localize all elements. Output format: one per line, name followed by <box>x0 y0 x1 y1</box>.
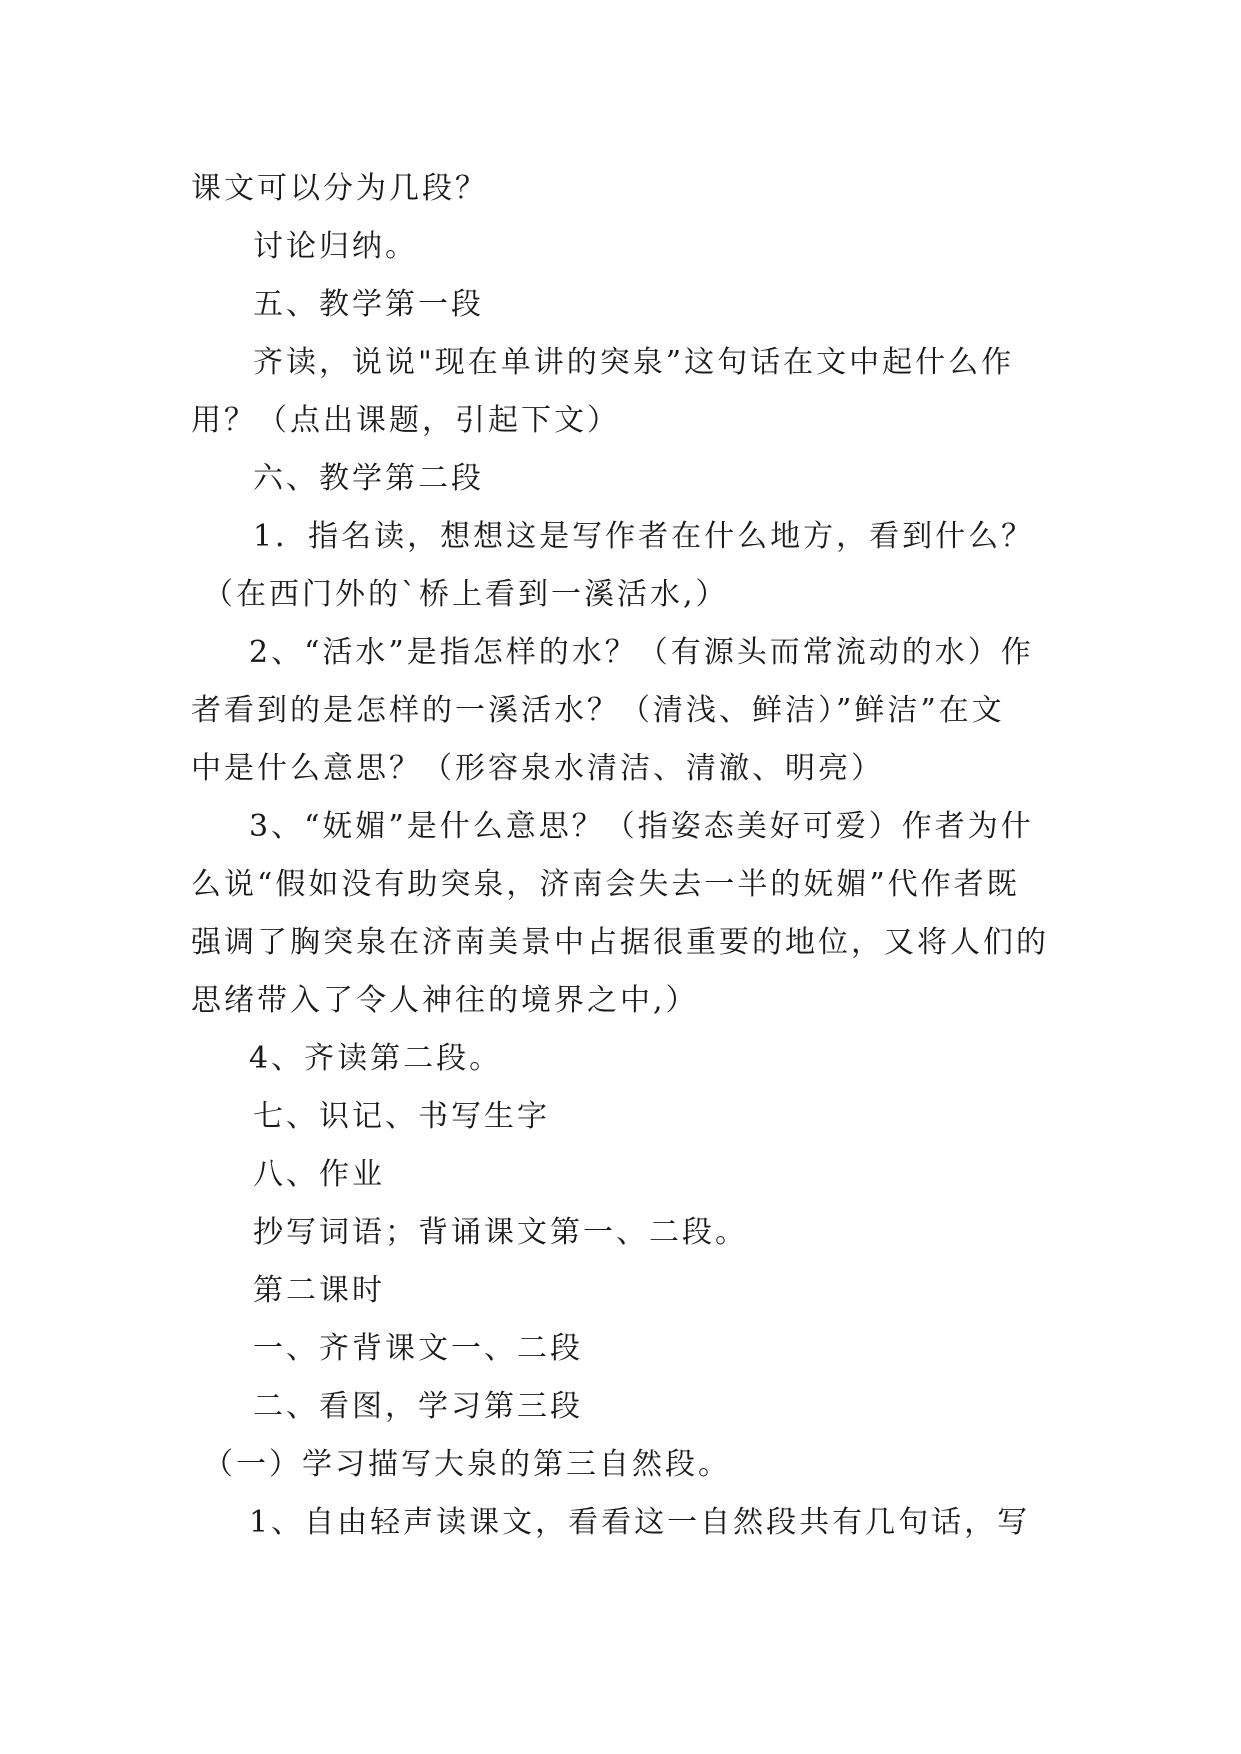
section-heading: 六、教学第二段 <box>253 461 484 496</box>
section-heading: 七、识记、书写生字 <box>253 1099 550 1134</box>
text-line: 思绪带入了令人神往的境界之中,） <box>191 983 699 1018</box>
text-line: 用？（点出课题，引起下文） <box>191 403 620 438</box>
text-line: 么说“假如没有助突泉，济南会失去一半的妩媚”代作者既 <box>191 867 1020 902</box>
section-heading: 一、齐背课文一、二段 <box>253 1331 583 1366</box>
text-line: 者看到的是怎样的一溪活水？（清浅、鲜洁）”鲜洁”在文 <box>191 693 1005 728</box>
section-heading: 二、看图，学习第三段 <box>253 1389 583 1424</box>
text-line: 中是什么意思？（形容泉水清洁、清澈、明亮） <box>191 751 884 786</box>
text-line: （一）学习描写大泉的第三自然段。 <box>203 1447 731 1482</box>
text-line: 1．指名读，想想这是写作者在什么地方，看到什么？ <box>253 519 1035 554</box>
text-line: 课文可以分为几段？ <box>191 171 488 206</box>
text-line: 1、自由轻声读课文，看看这一自然段共有几句话，写 <box>249 1505 1031 1540</box>
section-heading: 八、作业 <box>253 1157 385 1192</box>
text-line: 强调了胸突泉在济南美景中占据很重要的地位，又将人们的 <box>191 925 1049 960</box>
text-line: 齐读，说说"现在单讲的突泉”这句话在文中起什么作 <box>253 345 1015 380</box>
section-heading: 第二课时 <box>253 1273 385 1308</box>
section-heading: 五、教学第一段 <box>253 287 484 322</box>
text-line: 4、齐读第二段。 <box>249 1041 503 1076</box>
text-line: 讨论归纳。 <box>253 229 418 264</box>
text-line: 抄写词语；背诵课文第一、二段。 <box>253 1215 748 1250</box>
text-line: （在西门外的`桥上看到一溪活水,） <box>203 577 729 612</box>
document-body <box>191 160 1061 1552</box>
text-line: 2、“活水”是指怎样的水？（有源头而常流动的水）作 <box>249 635 1034 670</box>
text-line: 3、“妩媚”是什么意思？（指姿态美好可爱）作者为什 <box>249 809 1034 844</box>
